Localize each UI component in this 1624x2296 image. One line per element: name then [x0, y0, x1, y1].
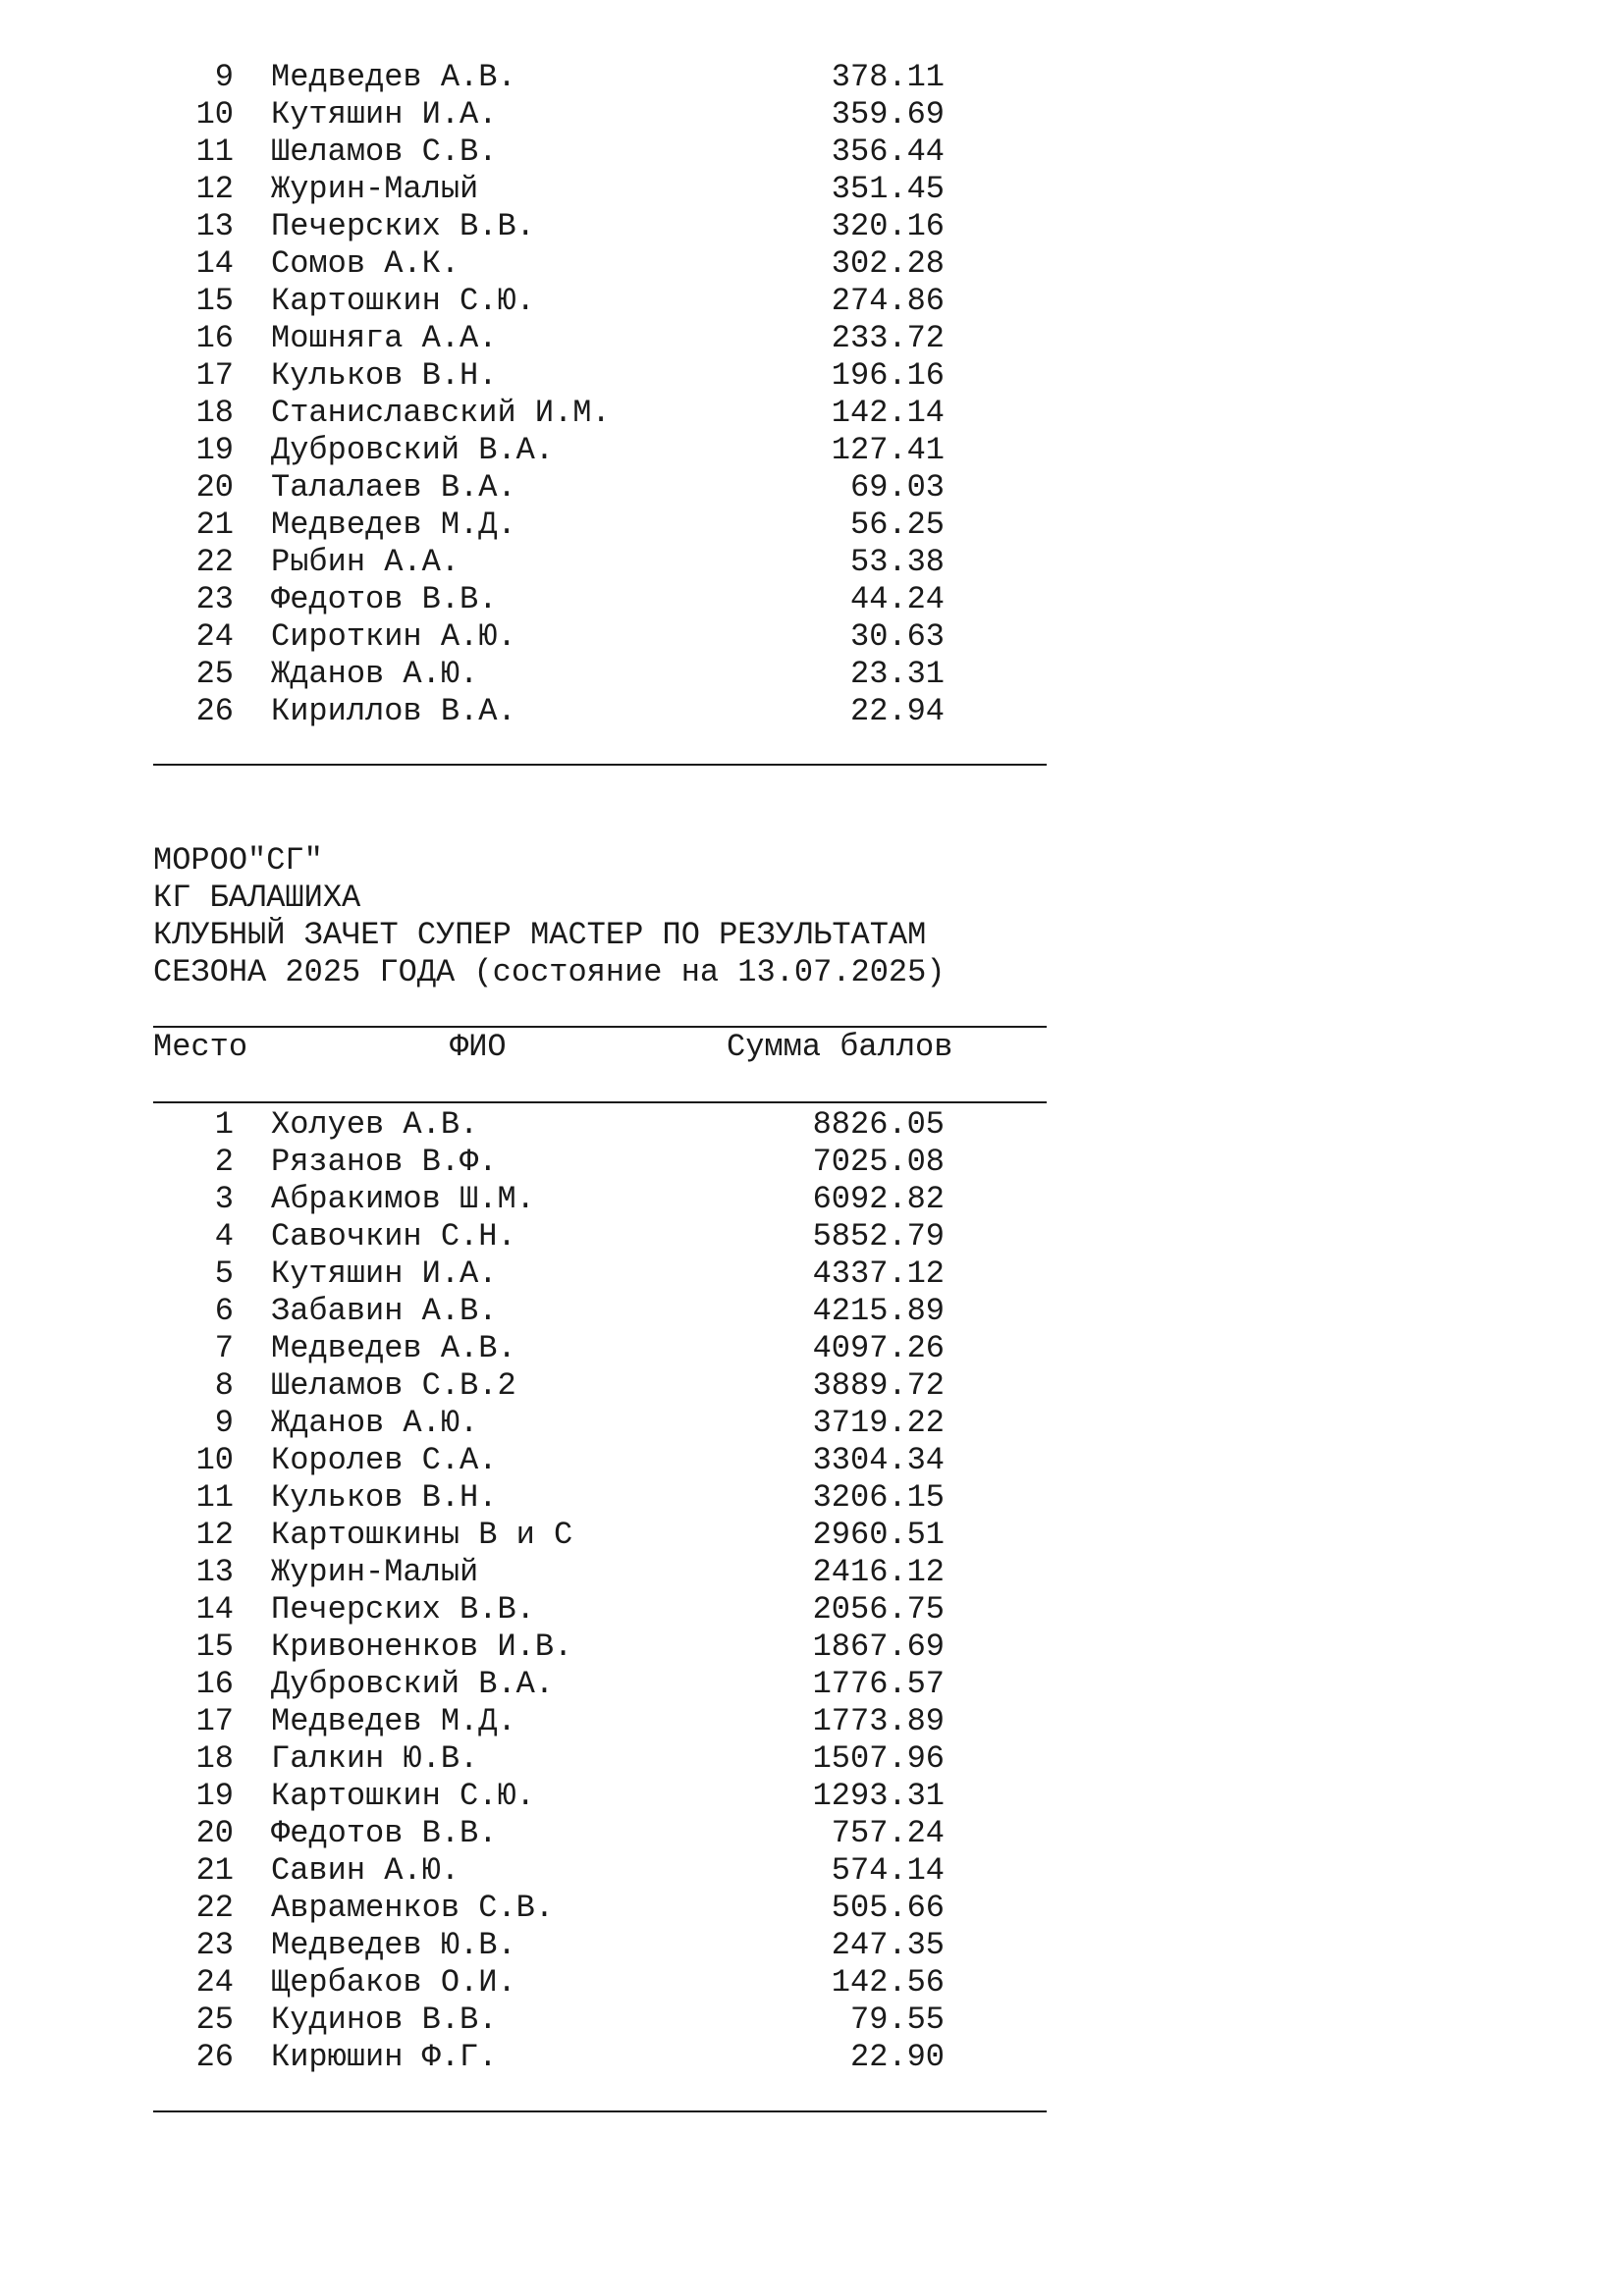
score-cell: 320.16 — [831, 208, 945, 244]
place-cell: 12 — [195, 1517, 234, 1553]
name-cell: Кульков В.Н. — [271, 1479, 498, 1516]
table-row — [0, 1106, 1624, 1144]
place-cell: 22 — [195, 1890, 234, 1926]
place-cell: 26 — [195, 693, 234, 729]
name-cell: Медведев А.В. — [271, 1330, 516, 1366]
place-cell: 21 — [195, 507, 234, 543]
score-cell: 2056.75 — [812, 1591, 945, 1628]
club-name: КГ БАЛАШИХА — [153, 880, 361, 916]
score-cell: 4215.89 — [812, 1293, 945, 1329]
score-cell: 3719.22 — [812, 1405, 945, 1441]
column-header-name: ФИО — [450, 1029, 507, 1065]
table-row — [0, 283, 1624, 320]
name-cell: Кудинов В.В. — [271, 2002, 498, 2038]
name-cell: Журин-Малый — [271, 171, 479, 207]
score-cell: 69.03 — [849, 469, 945, 506]
table-row — [0, 1479, 1624, 1517]
table-row — [0, 395, 1624, 432]
table-row — [0, 1517, 1624, 1554]
name-cell: Печерских В.В. — [271, 208, 535, 244]
place-cell: 22 — [195, 544, 234, 580]
score-cell: 378.11 — [831, 59, 945, 95]
place-cell: 25 — [195, 656, 234, 692]
name-cell: Кульков В.Н. — [271, 357, 498, 394]
place-cell: 3 — [214, 1181, 234, 1217]
name-cell: Шеламов С.В. — [271, 133, 498, 170]
name-cell: Федотов В.В. — [271, 581, 498, 617]
name-cell: Кириллов В.А. — [271, 693, 516, 729]
name-cell: Дубровский В.А. — [271, 1666, 555, 1702]
name-cell: Шеламов С.В.2 — [271, 1367, 516, 1404]
table-row — [0, 1740, 1624, 1778]
place-cell: 20 — [195, 469, 234, 506]
place-cell: 24 — [195, 618, 234, 655]
header-top-rule — [153, 1026, 1047, 1028]
table-row — [0, 96, 1624, 133]
place-cell: 16 — [195, 320, 234, 356]
score-cell: 8826.05 — [812, 1106, 945, 1143]
score-cell: 351.45 — [831, 171, 945, 207]
table-row — [0, 1815, 1624, 1852]
score-cell: 1776.57 — [812, 1666, 945, 1702]
score-cell: 247.35 — [831, 1927, 945, 1963]
place-cell: 25 — [195, 2002, 234, 2038]
score-cell: 1293.31 — [812, 1778, 945, 1814]
column-header-score: Сумма баллов — [727, 1029, 953, 1065]
place-cell: 17 — [195, 1703, 234, 1739]
name-cell: Щербаков О.И. — [271, 1964, 516, 2001]
score-cell: 44.24 — [849, 581, 945, 617]
place-cell: 9 — [214, 1405, 234, 1441]
score-cell: 79.55 — [849, 2002, 945, 2038]
score-cell: 4337.12 — [812, 1255, 945, 1292]
table-row — [0, 581, 1624, 618]
table-row — [0, 469, 1624, 507]
score-cell: 3889.72 — [812, 1367, 945, 1404]
score-cell: 142.14 — [831, 395, 945, 431]
place-cell: 23 — [195, 1927, 234, 1963]
table-row — [0, 1405, 1624, 1442]
place-cell: 19 — [195, 432, 234, 468]
name-cell: Медведев М.Д. — [271, 1703, 516, 1739]
place-cell: 13 — [195, 1554, 234, 1590]
table-row — [0, 245, 1624, 283]
place-cell: 23 — [195, 581, 234, 617]
score-cell: 302.28 — [831, 245, 945, 282]
place-cell: 8 — [214, 1367, 234, 1404]
table-row — [0, 1629, 1624, 1666]
score-cell: 23.31 — [849, 656, 945, 692]
score-cell: 2416.12 — [812, 1554, 945, 1590]
score-cell: 142.56 — [831, 1964, 945, 2001]
score-cell: 7025.08 — [812, 1144, 945, 1180]
place-cell: 20 — [195, 1815, 234, 1851]
header-bottom-rule — [153, 1101, 1047, 1103]
name-cell: Кирюшин Ф.Г. — [271, 2039, 498, 2075]
table-row — [0, 1703, 1624, 1740]
table-row — [0, 1330, 1624, 1367]
score-cell: 22.90 — [849, 2039, 945, 2075]
score-cell: 127.41 — [831, 432, 945, 468]
table-row — [0, 507, 1624, 544]
name-cell: Кутяшин И.А. — [271, 1255, 498, 1292]
score-cell: 56.25 — [849, 507, 945, 543]
table-row — [0, 1554, 1624, 1591]
score-cell: 5852.79 — [812, 1218, 945, 1255]
standings-title: КЛУБНЫЙ ЗАЧЕТ СУПЕР МАСТЕР ПО РЕЗУЛЬТАТАМ — [153, 917, 927, 953]
place-cell: 16 — [195, 1666, 234, 1702]
score-cell: 356.44 — [831, 133, 945, 170]
score-cell: 359.69 — [831, 96, 945, 133]
season-status: СЕЗОНА 2025 ГОДА (состояние на 13.07.2025) — [153, 954, 946, 990]
table-bottom-rule — [153, 2110, 1047, 2112]
place-cell: 7 — [214, 1330, 234, 1366]
place-cell: 21 — [195, 1852, 234, 1889]
score-cell: 3206.15 — [812, 1479, 945, 1516]
score-cell: 22.94 — [849, 693, 945, 729]
table-row — [0, 1442, 1624, 1479]
place-cell: 19 — [195, 1778, 234, 1814]
place-cell: 15 — [195, 283, 234, 319]
table-row — [0, 656, 1624, 693]
name-cell: Станиславский И.М. — [271, 395, 611, 431]
place-cell: 18 — [195, 395, 234, 431]
score-cell: 233.72 — [831, 320, 945, 356]
name-cell: Федотов В.В. — [271, 1815, 498, 1851]
continuation-table — [0, 59, 1624, 730]
place-cell: 13 — [195, 208, 234, 244]
table-row — [0, 1591, 1624, 1629]
name-cell: Савочкин С.Н. — [271, 1218, 516, 1255]
place-cell: 10 — [195, 96, 234, 133]
place-cell: 15 — [195, 1629, 234, 1665]
name-cell: Картошкины В и С — [271, 1517, 573, 1553]
table-row — [0, 1890, 1624, 1927]
table-row — [0, 320, 1624, 357]
table-row — [0, 133, 1624, 171]
name-cell: Медведев М.Д. — [271, 507, 516, 543]
table-row — [0, 1964, 1624, 2002]
name-cell: Галкин Ю.В. — [271, 1740, 479, 1777]
name-cell: Рыбин А.А. — [271, 544, 460, 580]
table-row — [0, 1778, 1624, 1815]
table-row — [0, 1218, 1624, 1255]
score-cell: 1867.69 — [812, 1629, 945, 1665]
score-cell: 4097.26 — [812, 1330, 945, 1366]
table-row — [0, 208, 1624, 245]
name-cell: Картошкин С.Ю. — [271, 283, 535, 319]
table-row — [0, 693, 1624, 730]
name-cell: Сироткин А.Ю. — [271, 618, 516, 655]
name-cell: Кутяшин И.А. — [271, 96, 498, 133]
column-header-place: Место — [153, 1029, 248, 1065]
place-cell: 10 — [195, 1442, 234, 1478]
place-cell: 11 — [195, 133, 234, 170]
name-cell: Кривоненков И.В. — [271, 1629, 573, 1665]
place-cell: 11 — [195, 1479, 234, 1516]
place-cell: 14 — [195, 245, 234, 282]
name-cell: Жданов А.Ю. — [271, 1405, 479, 1441]
table-row — [0, 432, 1624, 469]
place-cell: 1 — [214, 1106, 234, 1143]
table-row — [0, 357, 1624, 395]
table-row — [0, 1181, 1624, 1218]
table-row — [0, 618, 1624, 656]
place-cell: 6 — [214, 1293, 234, 1329]
place-cell: 14 — [195, 1591, 234, 1628]
score-cell: 6092.82 — [812, 1181, 945, 1217]
table-row — [0, 171, 1624, 208]
name-cell: Абракимов Ш.М. — [271, 1181, 535, 1217]
score-cell: 1773.89 — [812, 1703, 945, 1739]
name-cell: Талалаев В.А. — [271, 469, 516, 506]
name-cell: Картошкин С.Ю. — [271, 1778, 535, 1814]
table-row — [0, 544, 1624, 581]
score-cell: 505.66 — [831, 1890, 945, 1926]
name-cell: Печерских В.В. — [271, 1591, 535, 1628]
place-cell: 5 — [214, 1255, 234, 1292]
name-cell: Рязанов В.Ф. — [271, 1144, 498, 1180]
name-cell: Авраменков С.В. — [271, 1890, 555, 1926]
table-row — [0, 2002, 1624, 2039]
organization-name: МОРОО"СГ" — [153, 842, 323, 879]
place-cell: 4 — [214, 1218, 234, 1255]
score-cell: 3304.34 — [812, 1442, 945, 1478]
score-cell: 196.16 — [831, 357, 945, 394]
table-row — [0, 2039, 1624, 2076]
score-cell: 2960.51 — [812, 1517, 945, 1553]
name-cell: Сомов А.К. — [271, 245, 460, 282]
name-cell: Медведев А.В. — [271, 59, 516, 95]
name-cell: Медведев Ю.В. — [271, 1927, 516, 1963]
table-row — [0, 1927, 1624, 1964]
score-cell: 1507.96 — [812, 1740, 945, 1777]
place-cell: 2 — [214, 1144, 234, 1180]
score-cell: 30.63 — [849, 618, 945, 655]
place-cell: 18 — [195, 1740, 234, 1777]
name-cell: Мошняга А.А. — [271, 320, 498, 356]
score-cell: 574.14 — [831, 1852, 945, 1889]
table-row — [0, 59, 1624, 96]
name-cell: Савин А.Ю. — [271, 1852, 460, 1889]
name-cell: Королев С.А. — [271, 1442, 498, 1478]
club-standings-table — [0, 1106, 1624, 2076]
score-cell: 757.24 — [831, 1815, 945, 1851]
table-row — [0, 1255, 1624, 1293]
place-cell: 24 — [195, 1964, 234, 2001]
name-cell: Жданов А.Ю. — [271, 656, 479, 692]
table-row — [0, 1144, 1624, 1181]
name-cell: Забавин А.В. — [271, 1293, 498, 1329]
score-cell: 53.38 — [849, 544, 945, 580]
place-cell: 9 — [214, 59, 234, 95]
table-row — [0, 1293, 1624, 1330]
place-cell: 26 — [195, 2039, 234, 2075]
table-bottom-rule — [153, 764, 1047, 766]
name-cell: Дубровский В.А. — [271, 432, 555, 468]
place-cell: 12 — [195, 171, 234, 207]
name-cell: Журин-Малый — [271, 1554, 479, 1590]
place-cell: 17 — [195, 357, 234, 394]
table-row — [0, 1666, 1624, 1703]
score-cell: 274.86 — [831, 283, 945, 319]
name-cell: Холуев А.В. — [271, 1106, 479, 1143]
table-row — [0, 1852, 1624, 1890]
table-row — [0, 1367, 1624, 1405]
